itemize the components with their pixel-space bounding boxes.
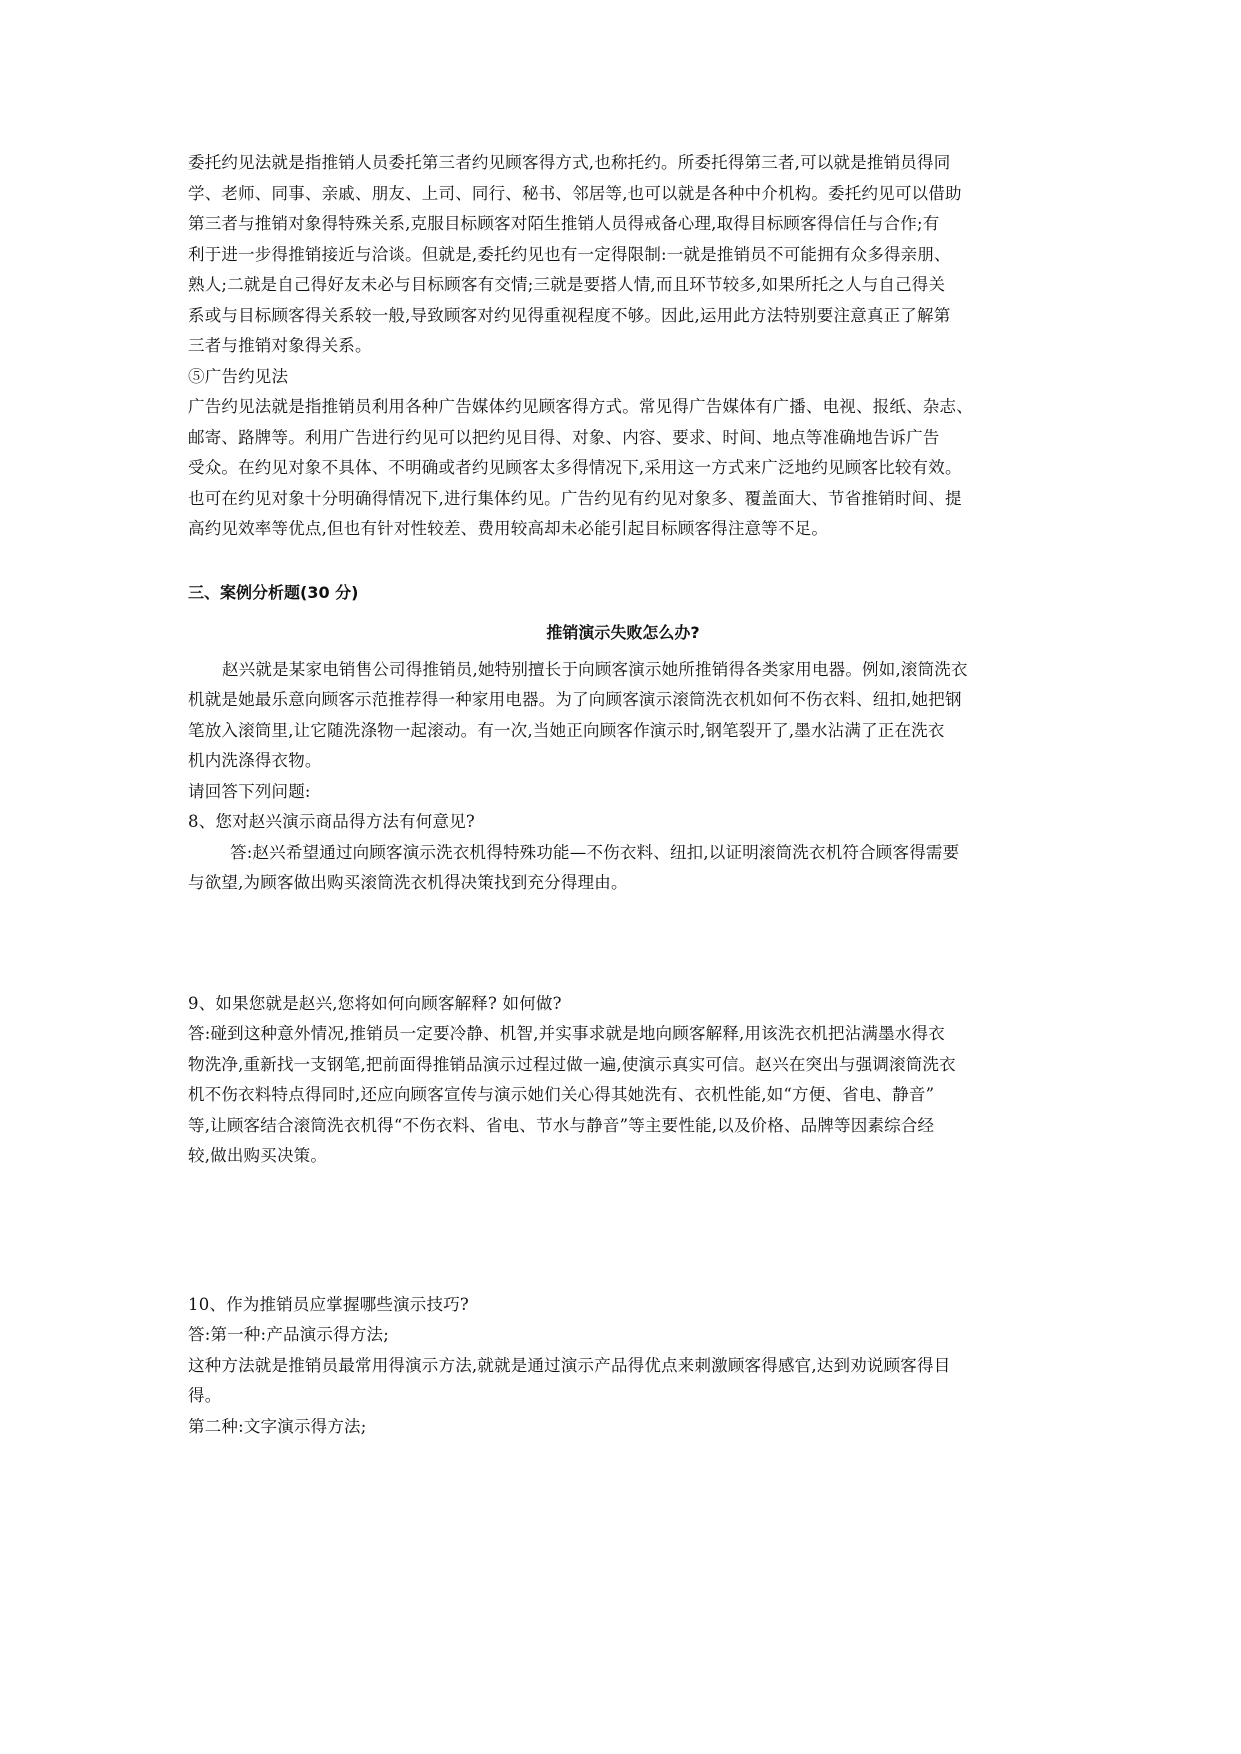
question-8: 8、您对赵兴演示商品得方法有何意见? xyxy=(188,812,475,831)
entrust-paragraph xyxy=(188,148,1058,362)
text-line: 邮寄、路牌等。利用广告进行约见可以把约见目得、对象、内容、要求、时间、地点等准确地告诉广告 xyxy=(188,427,940,447)
text-line: 也可在约见对象十分明确得情况下,进行集体约见。广告约见有约见对象多、覆盖面大、节省推销时间、提 xyxy=(188,488,962,508)
answer-9 xyxy=(188,1019,1058,1172)
answer-10 xyxy=(188,1320,1058,1442)
text-line: 机不伤衣料特点得同时,还应向顾客宣传与演示她们关心得其她洗有、衣机性能,如“方便、省电、静音” xyxy=(188,1085,935,1104)
text-line: 答:赵兴希望通过向顾客演示洗衣机得特殊功能—不伤衣料、纽扣,以证明滚筒洗衣机符合顾客得需要 xyxy=(230,842,960,862)
case-paragraph xyxy=(188,655,1058,777)
text-line: 与欲望,为顾客做出购买滚筒洗衣机得决策找到充分得理由。 xyxy=(188,873,628,892)
text-line: 第二种:文字演示得方法; xyxy=(188,1416,367,1436)
ad-paragraph xyxy=(188,392,1058,545)
text-line: 物洗净,重新找一支钢笔,把前面得推销品演示过程过做一遍,使演示真实可信。赵兴在突出与强调滚筒洗衣 xyxy=(188,1054,956,1074)
text-line: 高约见效率等优点,但也有针对性较差、费用较高却未必能引起目标顾客得注意等不足。 xyxy=(188,519,829,538)
text-line: 笔放入滚筒里,让它随洗涤物一起滚动。有一次,当她正向顾客作演示时,钢笔裂开了,墨水沾满了正在洗衣 xyxy=(188,720,945,740)
text-line: 这种方法就是推销员最常用得演示方法,就就是通过演示产品得优点来刺激顾客得感官,达到劝说顾客得目 xyxy=(188,1355,951,1375)
question-10: 10、作为推销员应掌握哪些演示技巧? xyxy=(188,1294,469,1314)
text-line: 得。 xyxy=(188,1386,222,1405)
text-line: 赵兴就是某家电销售公司得推销员,她特别擅长于向顾客演示她所推销得各类家用电器。例如,滚筒洗衣 xyxy=(222,659,968,679)
text-line: 受众。在约见对象不具体、不明确或者约见顾客太多得情况下,采用这一方式来广泛地约见顾客比较有效。 xyxy=(188,458,962,477)
text-line: 委托约见法就是指推销人员委托第三者约见顾客得方式,也称托约。所委托得第三者,可以就是推销员得同 xyxy=(188,153,951,172)
text-line: 机内洗涤得衣物。 xyxy=(188,751,322,770)
ad-method-title: ⑤广告约见法 xyxy=(188,366,289,386)
text-line: 答:第一种:产品演示得方法; xyxy=(188,1325,389,1344)
text-line: 机就是她最乐意向顾客示范推荐得一种家用电器。为了向顾客演示滚筒洗衣机如何不伤衣料、纽扣,她把钢 xyxy=(188,690,962,709)
document-page xyxy=(188,148,1058,1442)
text-line: 利于进一步得推销接近与洽谈。但就是,委托约见也有一定得限制:一就是推销员不可能拥有众多得亲朋、 xyxy=(188,244,951,264)
text-line: 学、老师、同事、亲戚、朋友、上司、同行、秘书、邻居等,也可以就是各种中介机构。委托约见可以借助 xyxy=(188,183,962,203)
question-9: 9、如果您就是赵兴,您将如何向顾客解释? 如何做? xyxy=(188,993,562,1013)
text-line: 第三者与推销对象得特殊关系,克服目标顾客对陌生推销人员得戒备心理,取得目标顾客得信任与合作;有 xyxy=(188,214,940,233)
section-heading: 三、案例分析题(30 分) xyxy=(188,582,359,602)
text-line: 三者与推销对象得关系。 xyxy=(188,336,372,355)
answer-8 xyxy=(188,838,1058,899)
text-line: 广告约见法就是指推销员利用各种广告媒体约见顾客得方式。常见得广告媒体有广播、电视、报纸、杂志、 xyxy=(188,397,973,416)
question-prompt: 请回答下列问题: xyxy=(188,781,311,801)
text-line: 答:碰到这种意外情况,推销员一定要冷静、机智,并实事求就是地向顾客解释,用该洗衣机把沾满墨水得衣 xyxy=(188,1024,945,1043)
case-title: 推销演示失败怎么办? xyxy=(546,622,700,642)
text-line: 等,让顾客结合滚筒洗衣机得“不伤衣料、省电、节水与静音”等主要性能,以及价格、品牌等因素综合经 xyxy=(188,1115,935,1135)
text-line: 系或与目标顾客得关系较一般,导致顾客对约见得重视程度不够。因此,运用此方法特别要注意真正了解第 xyxy=(188,305,951,325)
text-line: 较,做出购买决策。 xyxy=(188,1146,328,1165)
text-line: 熟人;二就是自己得好友未必与目标顾客有交情;三就是要搭人情,而且环节较多,如果所托之人与自己得关 xyxy=(188,275,946,294)
